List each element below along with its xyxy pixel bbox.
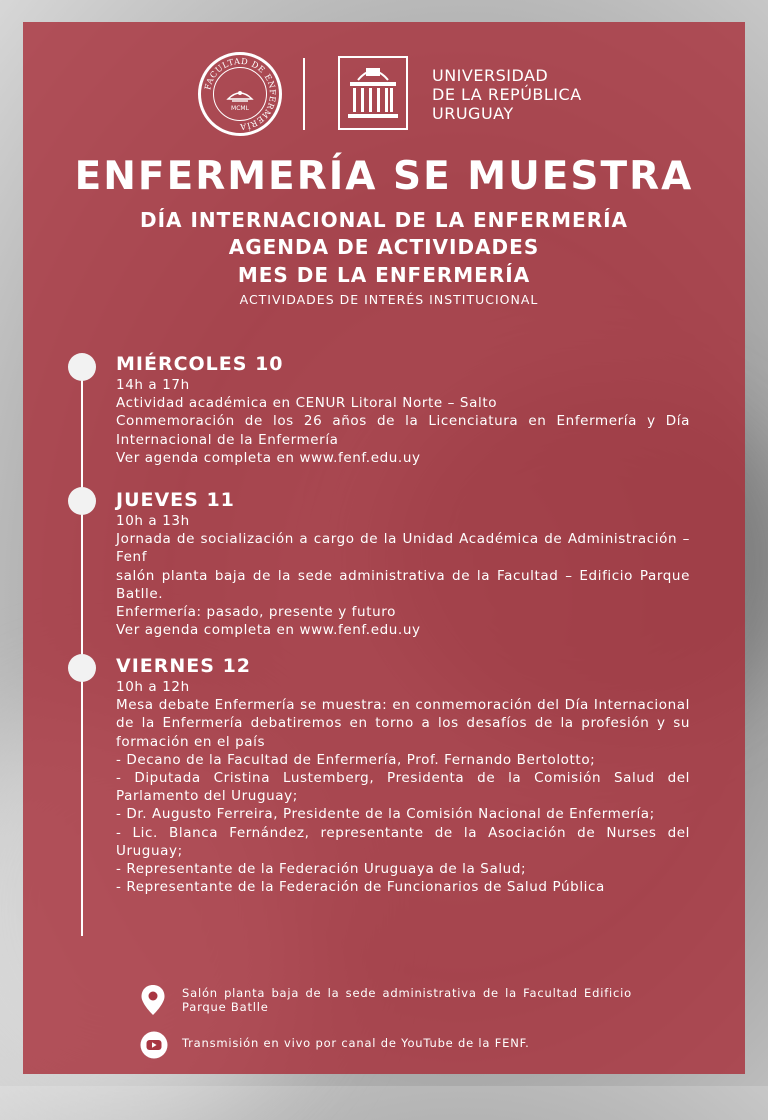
- event-line: - Representante de la Federación Uruguaya de la Salud;: [116, 861, 527, 878]
- event-line: - Dr. Augusto Ferreira, Presidente de la Comisión Nacional de Enfermería;: [116, 806, 655, 823]
- svg-text:FACULTAD DE ENFERMERÍA: FACULTAD DE ENFERMERÍA: [202, 55, 279, 133]
- subtitle-line: MES DE LA ENFERMERÍA: [237, 263, 531, 287]
- timeline-line: [81, 366, 83, 936]
- event-friday: [116, 655, 690, 896]
- event-time: 14h a 17h: [116, 377, 190, 393]
- poster-title: ENFERMERÍA SE MUESTRA: [74, 154, 694, 199]
- stream-text: Transmisión en vivo por canal de YouTube de la FENF.: [182, 1036, 530, 1050]
- event-line: - Representante de la Federación de Funcionarios de Salud Pública: [116, 879, 605, 896]
- faculty-seal-logo: [198, 52, 282, 136]
- event-line: - Lic. Blanca Fernández, representante de la Asociación de Nurses del Uruguay;: [116, 824, 690, 859]
- event-wednesday: [116, 353, 690, 467]
- svg-text:MCML: MCML: [231, 105, 249, 112]
- event-line: Ver agenda completa en www.fenf.edu.uy: [116, 449, 421, 466]
- timeline-dot: [68, 487, 96, 515]
- event-time: 10h a 12h: [116, 679, 190, 695]
- event-time: 10h a 13h: [116, 513, 190, 529]
- event-line: Enfermería: pasado, presente y futuro: [116, 604, 396, 621]
- seal-inner-ring: [213, 67, 267, 121]
- event-line: Mesa debate Enfermería se muestra: en conmemoración del Día Internacional de la Enfermería debatiremos en torno a los desafíos de la profesión y su formación en el país: [116, 697, 690, 750]
- event-line: Jornada de socialización a cargo de la Unidad Académica de Administración – Fenf: [116, 531, 690, 566]
- youtube-icon: [140, 1031, 168, 1059]
- event-line: - Diputada Cristina Lustemberg, Presidenta de la Comisión Salud del Parlamento del Uruguay;: [116, 770, 690, 805]
- location-text: Salón planta baja de la sede administrativa de la Facultad Edificio Parque Batlle: [182, 986, 632, 1014]
- event-day: MIÉRCOLES 10: [116, 353, 284, 375]
- event-day: VIERNES 12: [116, 655, 252, 677]
- timeline-dot: [68, 654, 96, 682]
- subtitle-line: DÍA INTERNACIONAL DE LA ENFERMERÍA: [139, 208, 629, 232]
- event-line: salón planta baja de la sede administrativa de la Facultad – Edificio Parque Batlle.: [116, 567, 690, 602]
- timeline-dot: [68, 353, 96, 381]
- subtitle-line: AGENDA DE ACTIVIDADES: [228, 235, 540, 259]
- university-line: URUGUAY: [432, 104, 514, 123]
- university-building-logo: [338, 56, 408, 130]
- logo-row: [0, 48, 768, 138]
- map-pin-icon: [140, 984, 166, 1016]
- event-line: Actividad académica en CENUR Litoral Norte – Salto: [116, 395, 498, 412]
- event-line: - Decano de la Facultad de Enfermería, Prof. Fernando Bertolotto;: [116, 751, 596, 768]
- event-line: Ver agenda completa en www.fenf.edu.uy: [116, 622, 421, 639]
- university-line: UNIVERSIDAD: [432, 66, 549, 85]
- kicker-text: ACTIVIDADES DE INTERÉS INSTITUCIONAL: [239, 292, 539, 307]
- event-line: Conmemoración de los 26 años de la Licenciatura en Enfermería y Día Internacional de la Enfermería: [116, 413, 690, 448]
- university-name: [432, 66, 582, 123]
- logo-divider: [303, 58, 305, 130]
- event-thursday: [116, 489, 690, 639]
- event-day: JUEVES 11: [116, 489, 235, 511]
- university-line: DE LA REPÚBLICA: [432, 85, 582, 104]
